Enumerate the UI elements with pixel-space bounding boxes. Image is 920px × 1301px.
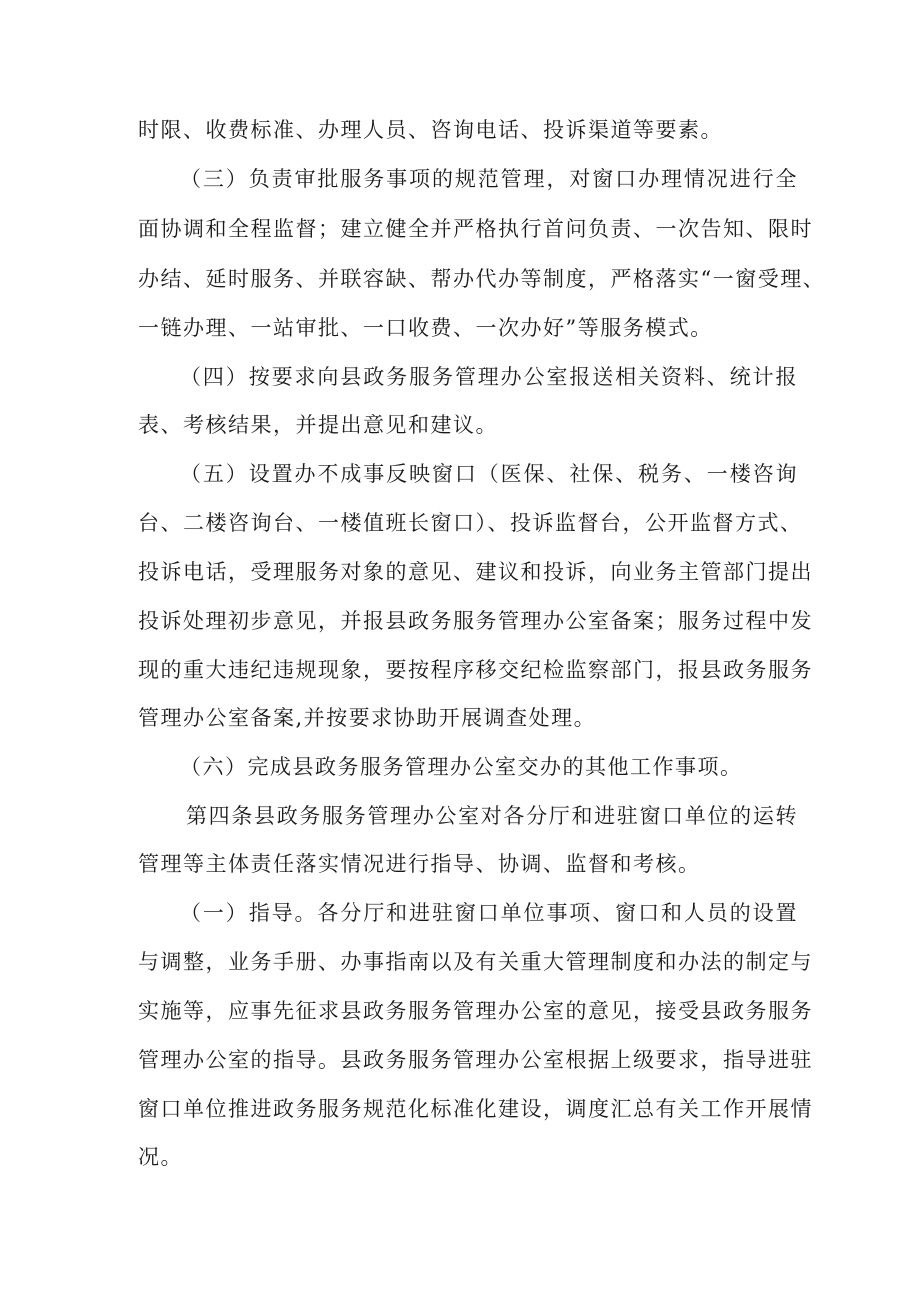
text-line: 台、二楼咨询台、一楼值班长窗口）、投诉监督台，公开监督方式、: [138, 511, 803, 535]
text-line: 况。: [138, 1145, 183, 1169]
text-line: （四）按要求向县政务服务管理办公室报送相关资料、统计报: [180, 365, 798, 389]
text-line: （五）设置办不成事反映窗口（医保、社保、税务、一楼咨询: [180, 462, 798, 486]
text-line: 时限、收费标准、办理人员、咨询电话、投诉渠道等要素。: [138, 118, 723, 142]
text-line: 与调整，业务手册、办事指南以及有关重大管理制度和办法的制定与: [138, 950, 813, 974]
text-line: 投诉电话，受理服务对象的意见、建议和投诉，向业务主管部门提出: [138, 560, 813, 584]
text-line: 办结、延时服务、并联容缺、帮办代办等制度，严格落实“一窗受理、: [138, 267, 826, 291]
text-line: 面协调和全程监督；建立健全并严格执行首问负责、一次告知、限时: [138, 217, 813, 241]
text-line: 现的重大违纪违规现象，要按程序移交纪检监察部门，报县政务服务: [138, 658, 813, 682]
text-line: 管理办公室的指导。县政务服务管理办公室根据上级要求，指导进驻: [138, 1048, 813, 1072]
text-line: （三）负责审批服务事项的规范管理，对窗口办理情况进行全: [180, 167, 798, 191]
text-line: 一链办理、一站审批、一口收费、一次办好”等服务模式。: [138, 316, 713, 340]
text-line: 第四条县政务服务管理办公室对各分厅和进驻窗口单位的运转: [186, 804, 798, 828]
text-line: 实施等，应事先征求县政务服务管理办公室的意见，接受县政务服务: [138, 999, 813, 1023]
text-line: 投诉处理初步意见，并报县政务服务管理办公室备案；服务过程中发: [138, 609, 813, 633]
text-line: 窗口单位推进政务服务规范化标准化建设，调度汇总有关工作开展情: [138, 1097, 813, 1121]
text-line: （六）完成县政务服务管理办公室交办的其他工作事项。: [180, 755, 743, 779]
text-line: （一）指导。各分厅和进驻窗口单位事项、窗口和人员的设置: [180, 901, 798, 925]
text-line: 管理等主体责任落实情况进行指导、协调、监督和考核。: [138, 852, 701, 876]
text-line: 表、考核结果，并提出意见和建议。: [138, 413, 498, 437]
text-line: 管理办公室备案,并按要求协助开展调查处理。: [138, 706, 597, 730]
